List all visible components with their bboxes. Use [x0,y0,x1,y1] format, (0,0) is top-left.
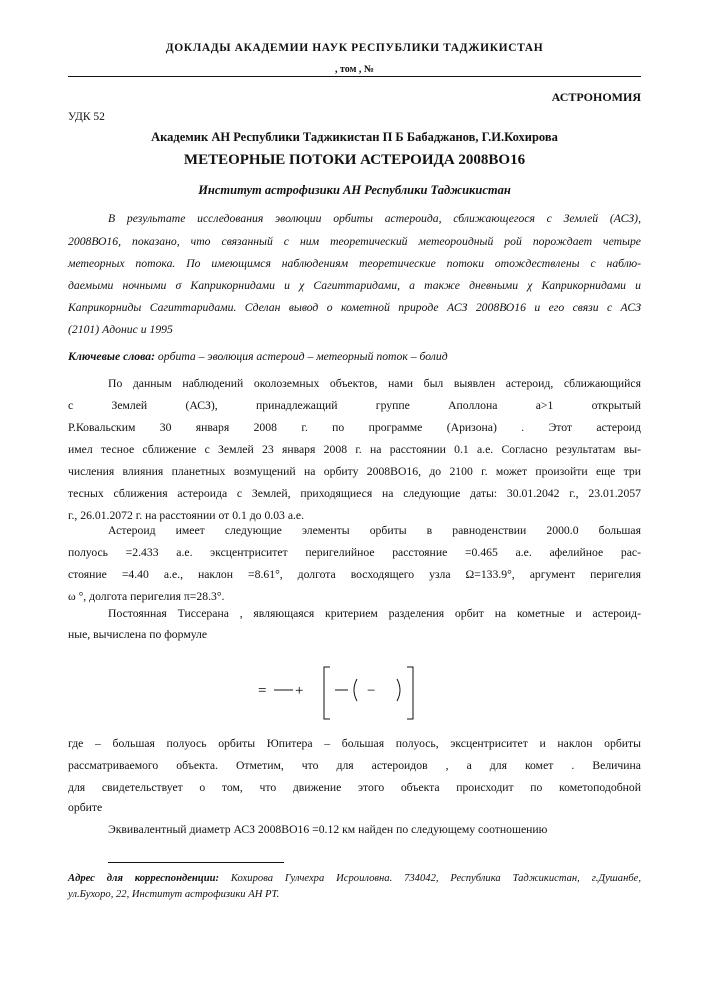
abstract-line: даемыми ночными σ Каприкорнидами и χ Сагиттаридами, а также дневными χ Каприкорнидами и [68,279,641,292]
abstract-line: метеорных потока. По имеющимся наблюдениям теоретические потоки отождествлены с наблю- [68,257,641,270]
footnote-text: Кохирова Гулчехра Исроиловна. 734042, Республика Таджикистан, г.Душанбе, [219,873,642,884]
formula-plus: + [295,683,304,699]
body-line: ные, вычислена по формуле [68,628,208,641]
body-line: Постоянная Тиссерана , являющаяся критерием разделения орбит на кометные и астероид- [108,607,641,620]
formula-minus: − [367,683,376,699]
body-line: Эквивалентный диаметр АСЗ 2008ВО16 =0.12 км найден по следующему соотношению [108,823,548,836]
keywords [68,350,641,364]
abstract-line: (2101) Адонис и 1995 [68,323,173,336]
formula-equals: = [258,683,267,699]
formula-right-bracket [407,667,413,719]
keywords-text: орбита – эволюция астероид – метеорный поток – болид [154,350,448,363]
footnote-line: ул.Бухоро, 22, Институт астрофизики АН РТ. [68,889,280,900]
body-line: рассматриваемого объекта. Отметим, что для астероидов , а для комет . Величина [68,759,641,772]
body-line: с Землей (АСЗ), принадлежащий группе Аполлона a>1 открытый [68,399,641,412]
journal-title: ДОКЛАДЫ АКАДЕМИИ НАУК РЕСПУБЛИКИ ТАДЖИКИСТАН [165,42,544,54]
tisserand-formula [258,665,428,725]
section-label: АСТРОНОМИЯ [551,90,641,104]
body-line: Астероид имеет следующие элементы орбиты в равноденствии 2000.0 большая [108,524,641,537]
body-line: По данным наблюдений околоземных объектов, нами был выявлен астероид, сближающийся [108,377,641,390]
body-line: тесных сближения астероида с Землей, приходящиеся на следующие даты: 30.01.2042 г., 23.01.2057 [68,487,641,500]
abstract-line: 2008ВО16, показано, что связанный с ним теоретический метеороидный рой порождает четыре [68,235,641,248]
body-line: полуось =2.433 а.е. эксцентриситет перигелийное расстояние =0.465 а.е. афелийное рас- [68,546,641,559]
institute: Институт астрофизики АН Республики Таджикистан [198,183,511,197]
body-line: имел тесное сближение с Землей 23 января 2008 г. на расстоянии 0.1 а.е. Согласно результатам вы- [68,443,641,456]
body-line: г., 26.01.2072 г. на расстоянии от 0.1 до 0.03 а.е. [68,509,305,522]
body-line: ω °, долгота перигелия π=28.3°. [68,590,225,603]
abstract-line: В результате исследования эволюции орбиты астероида, сближающегося с Землей (АСЗ), [108,212,641,225]
keywords-label: Ключевые слова: [68,350,155,363]
authors: Академик АН Республики Таджикистан П Б Бабаджанов, Г.И.Кохирова [151,130,558,144]
body-line: Р.Ковальским 30 января 2008 г. по программе (Аризона) . Этот астероид [68,421,641,434]
body-line: для свидетельствует о том, что движение этого объекта происходит по кометоподобной [68,781,641,794]
footnote-rule [108,862,284,863]
body-line: стояние =4.40 а.е., наклон =8.61°, долгота восходящего узла Ω=133.9°, аргумент перигелия [68,568,641,581]
formula-right-paren [397,679,400,701]
udk-code: УДК 52 [68,111,105,123]
issue-line: , том , № [335,64,374,75]
footnote-label: Адрес для корреспонденции: [68,873,220,884]
body-line: орбите [68,801,103,814]
header-rule [68,76,641,77]
body-line: числения влияния планетных возмущений на орбиту 2008ВО16, до 2100 г. может произойти еще три [68,465,641,478]
abstract-line: Каприкорниды Сагиттаридами. Сделан вывод о кометной природе АСЗ 2008ВО16 и его связи с АСЗ [68,301,641,314]
formula-left-bracket [324,667,330,719]
footnote-line [68,872,641,885]
formula-left-paren [354,679,357,701]
body-line: где – большая полуось орбиты Юпитера – большая полуось, эксцентриситет и наклон орбиты [68,737,641,750]
paper-title: МЕТЕОРНЫЕ ПОТОКИ АСТЕРОИДА 2008ВО16 [183,152,526,168]
